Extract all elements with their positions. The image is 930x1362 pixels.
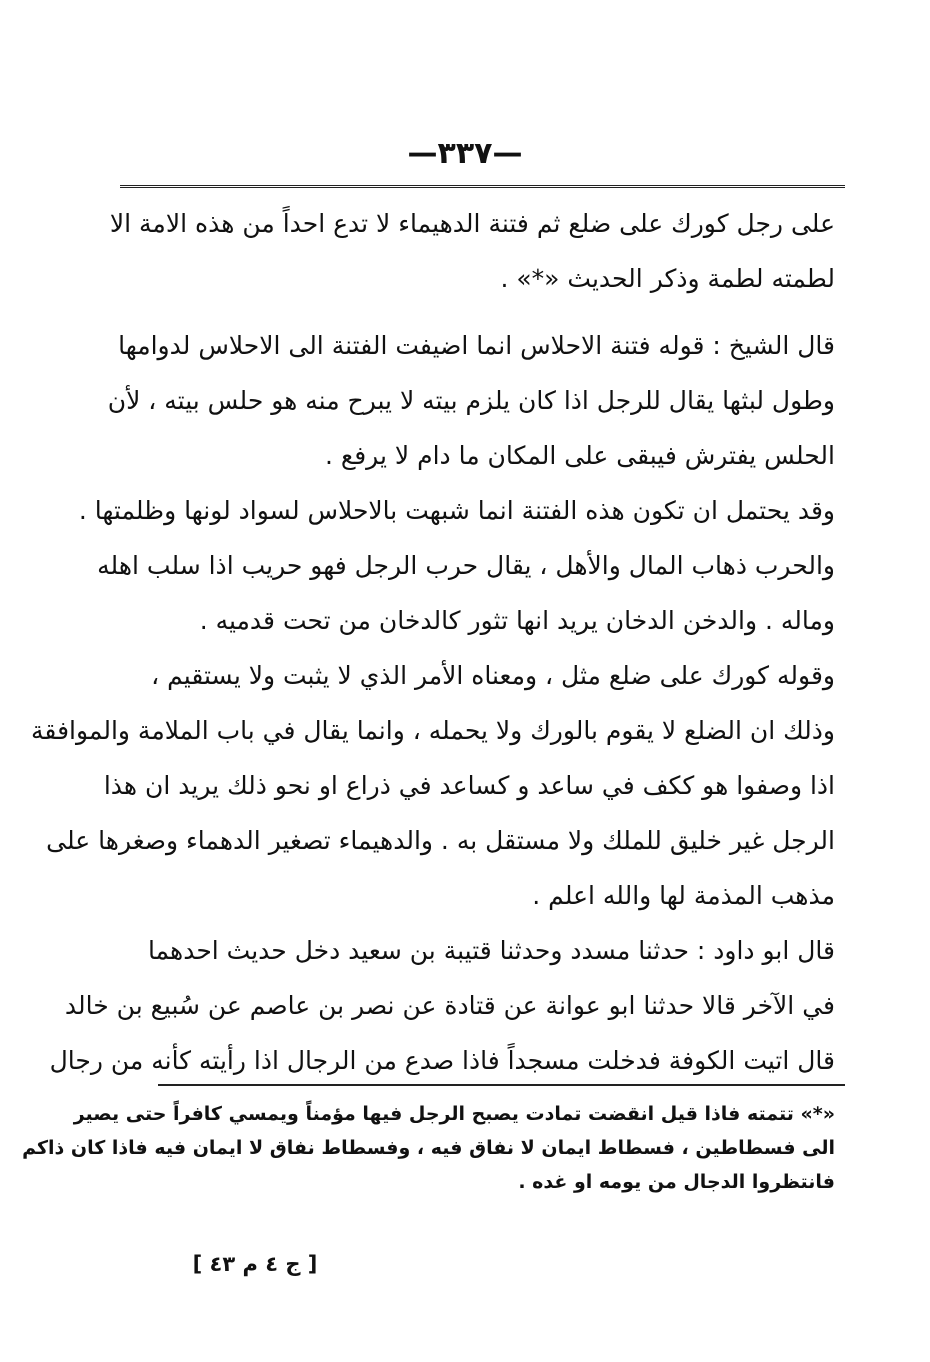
text-line: لطمته لطمة وذكر الحديث «*» . (500, 264, 835, 293)
footnote-line: الى فسطاطين ، فسطاط ايمان لا نفاق فيه ، وفسطاط نفاق لا ايمان فيه فاذا كان ذاكم (22, 1137, 835, 1159)
main-text (31, 196, 835, 1088)
text-line: وطول لبثها يقال للرجل اذا كان يلزم بيته لا يبرح منه هو حلس بيته ، لأن (107, 386, 835, 415)
text-line: الحلس يفترش فيبقى على المكان ما دام لا يرفع . (325, 441, 835, 470)
text-line: مذهب المذمة لها والله اعلم . (532, 881, 835, 910)
text-line: وقد يحتمل ان تكون هذه الفتنة انما شبهت بالاحلاس لسواد لونها وظلمتها . (78, 496, 835, 525)
text-line: الرجل غير خليق للملك ولا مستقل به . والدهيماء تصغير الدهماء وصغرها على (46, 826, 835, 855)
text-line: وقوله كورك على ضلع مثل ، ومعناه الأمر الذي لا يثبت ولا يستقيم ، (151, 661, 835, 690)
text-line: والحرب ذهاب المال والأهل ، يقال حرب الرجل فهو حريب اذا سلب اهله (97, 551, 835, 580)
text-line: قال اتيت الكوفة فدخلت مسجداً فاذا صدع من الرجال اذا رأيته كأنه من رجال (49, 1046, 835, 1075)
text-line: اذا وصفوا هو ككف في ساعد و كساعد في ذراع او نحو ذلك يريد ان هذا (103, 771, 835, 800)
text-line: قال الشيخ : قوله فتنة الاحلاس انما اضيفت الفتنة الى الاحلاس لدوامها (118, 331, 835, 360)
header-rule (120, 185, 845, 188)
text-line: في الآخر قالا حدثنا ابو عوانة عن قتادة عن نصر بن عاصم عن سُبيع بن خالد (64, 991, 835, 1020)
footnote (22, 1097, 835, 1199)
page-number: —٣٣٧— (407, 136, 523, 171)
footnote-line: «*» تتمته فاذا قيل انقضت تمادت يصبح الرجل فيها مؤمناً ويمسي كافراً حتى يصير (73, 1103, 835, 1125)
signature-mark: [ ج ٤ م ٤٣ ] (192, 1252, 318, 1276)
text-line: وذلك ان الضلع لا يقوم بالورك ولا يحمله ، وانما يقال في باب الملامة والموافقة (31, 716, 835, 745)
text-line: على رجل كورك على ضلع ثم فتنة الدهيماء لا تدع احداً من هذه الامة الا (109, 209, 835, 238)
text-line: قال ابو داود : حدثنا مسدد وحدثنا قتيبة بن سعيد دخل حديث احدهما (147, 936, 835, 965)
footnote-rule (158, 1084, 845, 1086)
text-line: وماله . والدخن الدخان يريد انها تثور كالدخان من تحت قدميه . (199, 606, 835, 635)
footnote-line: فانتظروا الدجال من يومه او غده . (518, 1171, 835, 1193)
